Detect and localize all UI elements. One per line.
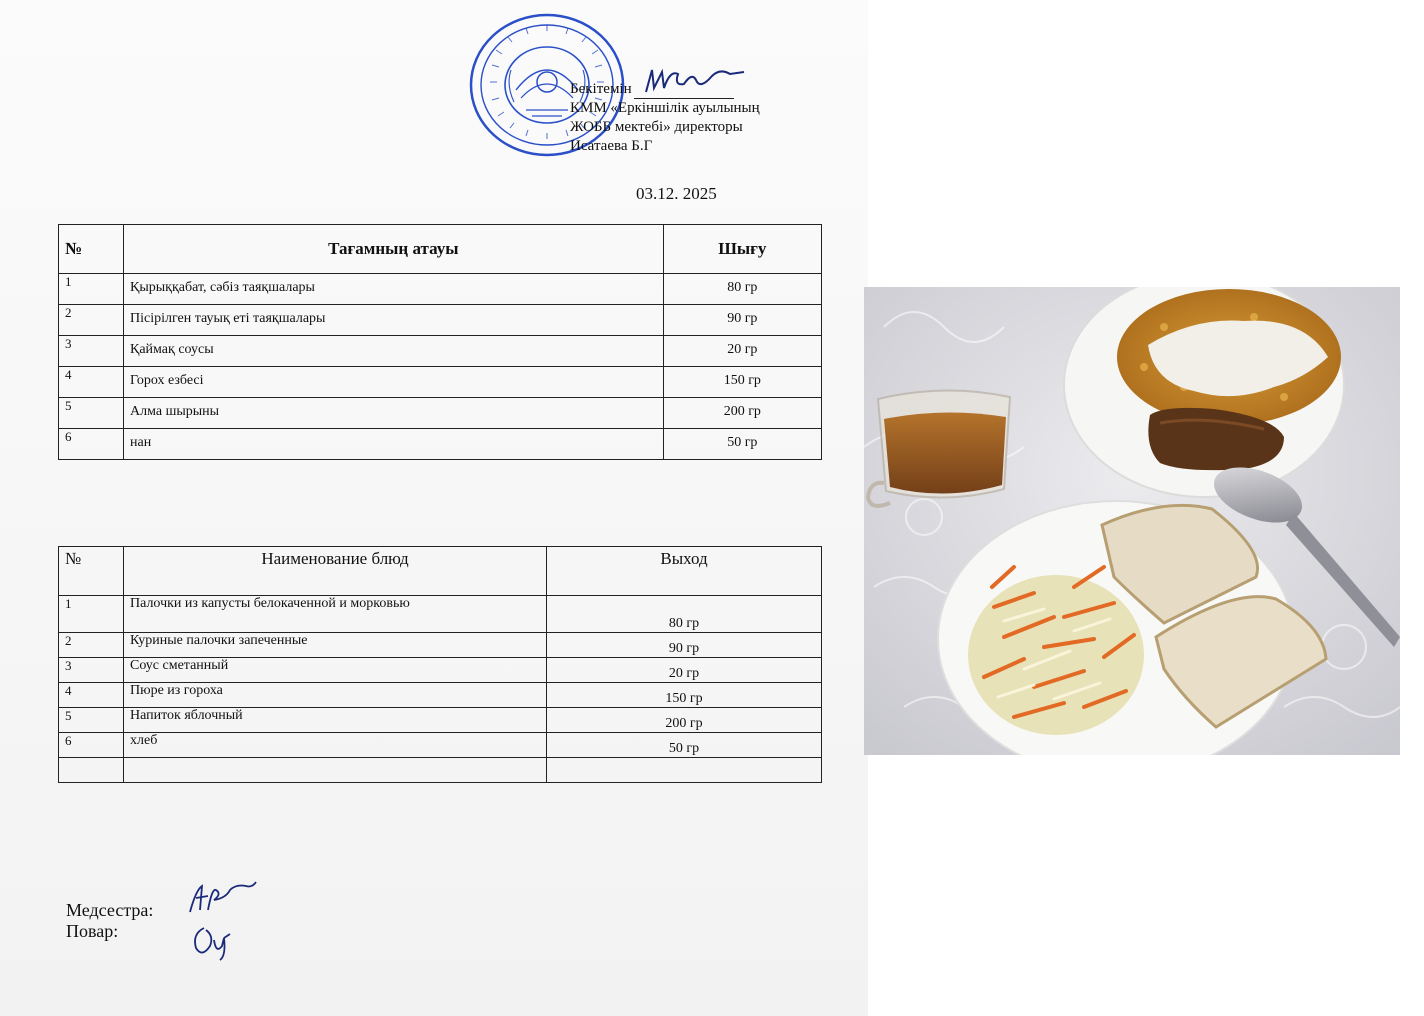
- dish-name: Пюре из гороха: [124, 683, 547, 708]
- row-number: 6: [59, 733, 124, 758]
- row-number: 1: [59, 274, 124, 305]
- menu-table-ru: [58, 546, 822, 783]
- table-row-empty: [59, 758, 822, 783]
- cook-signature-icon: [190, 920, 240, 962]
- table-row: [59, 274, 822, 305]
- nurse-label: Медсестра:: [66, 900, 154, 920]
- row-number: 4: [59, 683, 124, 708]
- table-row: [59, 683, 822, 708]
- staff-block: [66, 900, 153, 942]
- org-line-1: КММ «Еркіншілік ауылының: [570, 100, 760, 116]
- header-output: Выход: [547, 547, 822, 596]
- dish-name: Куриные палочки запеченные: [124, 633, 547, 658]
- seal-text: ЕРКІНШІЛІК АУЫЛЫНЫҢ ЖАЛПЫ БІЛІМ БЕРЕТІН ОРТА МЕКТЕБІ: [547, 85, 579, 86]
- dish-output: 90 гр: [663, 305, 821, 336]
- dish-output: 80 гр: [663, 274, 821, 305]
- row-number: 5: [59, 398, 124, 429]
- dish-output: 20 гр: [547, 658, 822, 683]
- header-dish-name: Тағамның атауы: [124, 225, 664, 274]
- row-number: 5: [59, 708, 124, 733]
- dish-output: 90 гр: [547, 633, 822, 658]
- dish-name: Пісірілген тауық еті таяқшалары: [124, 305, 664, 336]
- dish-output: 150 гр: [547, 683, 822, 708]
- menu-table-kz: [58, 224, 822, 460]
- row-number: 4: [59, 367, 124, 398]
- header-dish-name: Наименование блюд: [124, 547, 547, 596]
- header-output: Шығу: [663, 225, 821, 274]
- header-number: №: [59, 547, 124, 596]
- dish-output: 50 гр: [547, 733, 822, 758]
- table-row: [59, 429, 822, 460]
- director-name: Исатаева Б.Г: [570, 138, 653, 154]
- table-row: [59, 398, 822, 429]
- dish-name: Қаймақ соусы: [124, 336, 664, 367]
- org-line-2: ЖОББ мектебі» директоры: [570, 119, 743, 135]
- dish-output: 80 гр: [547, 596, 822, 633]
- table-row: [59, 305, 822, 336]
- approve-label: Бекітемін: [570, 81, 632, 97]
- row-number: 2: [59, 305, 124, 336]
- table-row: [59, 733, 822, 758]
- cook-label: Повар:: [66, 921, 119, 941]
- dish-name: Алма шырыны: [124, 398, 664, 429]
- row-number: 1: [59, 596, 124, 633]
- dish-name: Қырыққабат, сәбіз таяқшалары: [124, 274, 664, 305]
- dish-name: хлеб: [124, 733, 547, 758]
- header-number: №: [59, 225, 124, 274]
- table-row: [59, 658, 822, 683]
- dish-name: Напиток яблочный: [124, 708, 547, 733]
- dish-output: 150 гр: [663, 367, 821, 398]
- dish-name: Горох езбесі: [124, 367, 664, 398]
- dish-name: Соус сметанный: [124, 658, 547, 683]
- dish-output: 50 гр: [663, 429, 821, 460]
- table-row: [59, 367, 822, 398]
- table-row: [59, 596, 822, 633]
- dish-output: [547, 758, 822, 783]
- row-number: 6: [59, 429, 124, 460]
- dish-name: Палочки из капусты белокаченной и морковью: [124, 596, 547, 633]
- row-number: 2: [59, 633, 124, 658]
- table-row: [59, 708, 822, 733]
- table-row: [59, 633, 822, 658]
- row-number: [59, 758, 124, 783]
- dish-name: [124, 758, 547, 783]
- row-number: 3: [59, 658, 124, 683]
- dish-name: нан: [124, 429, 664, 460]
- dish-output: 200 гр: [663, 398, 821, 429]
- food-photo-icon: [864, 287, 1400, 755]
- approval-block: [570, 80, 760, 156]
- menu-date: 03.12. 2025: [636, 184, 717, 203]
- table-header-row: [59, 225, 822, 274]
- row-number: 3: [59, 336, 124, 367]
- dish-output: 20 гр: [663, 336, 821, 367]
- signature-line: [634, 84, 734, 99]
- table-header-row: [59, 547, 822, 596]
- table-row: [59, 336, 822, 367]
- dish-output: 200 гр: [547, 708, 822, 733]
- nurse-signature-icon: [186, 880, 266, 916]
